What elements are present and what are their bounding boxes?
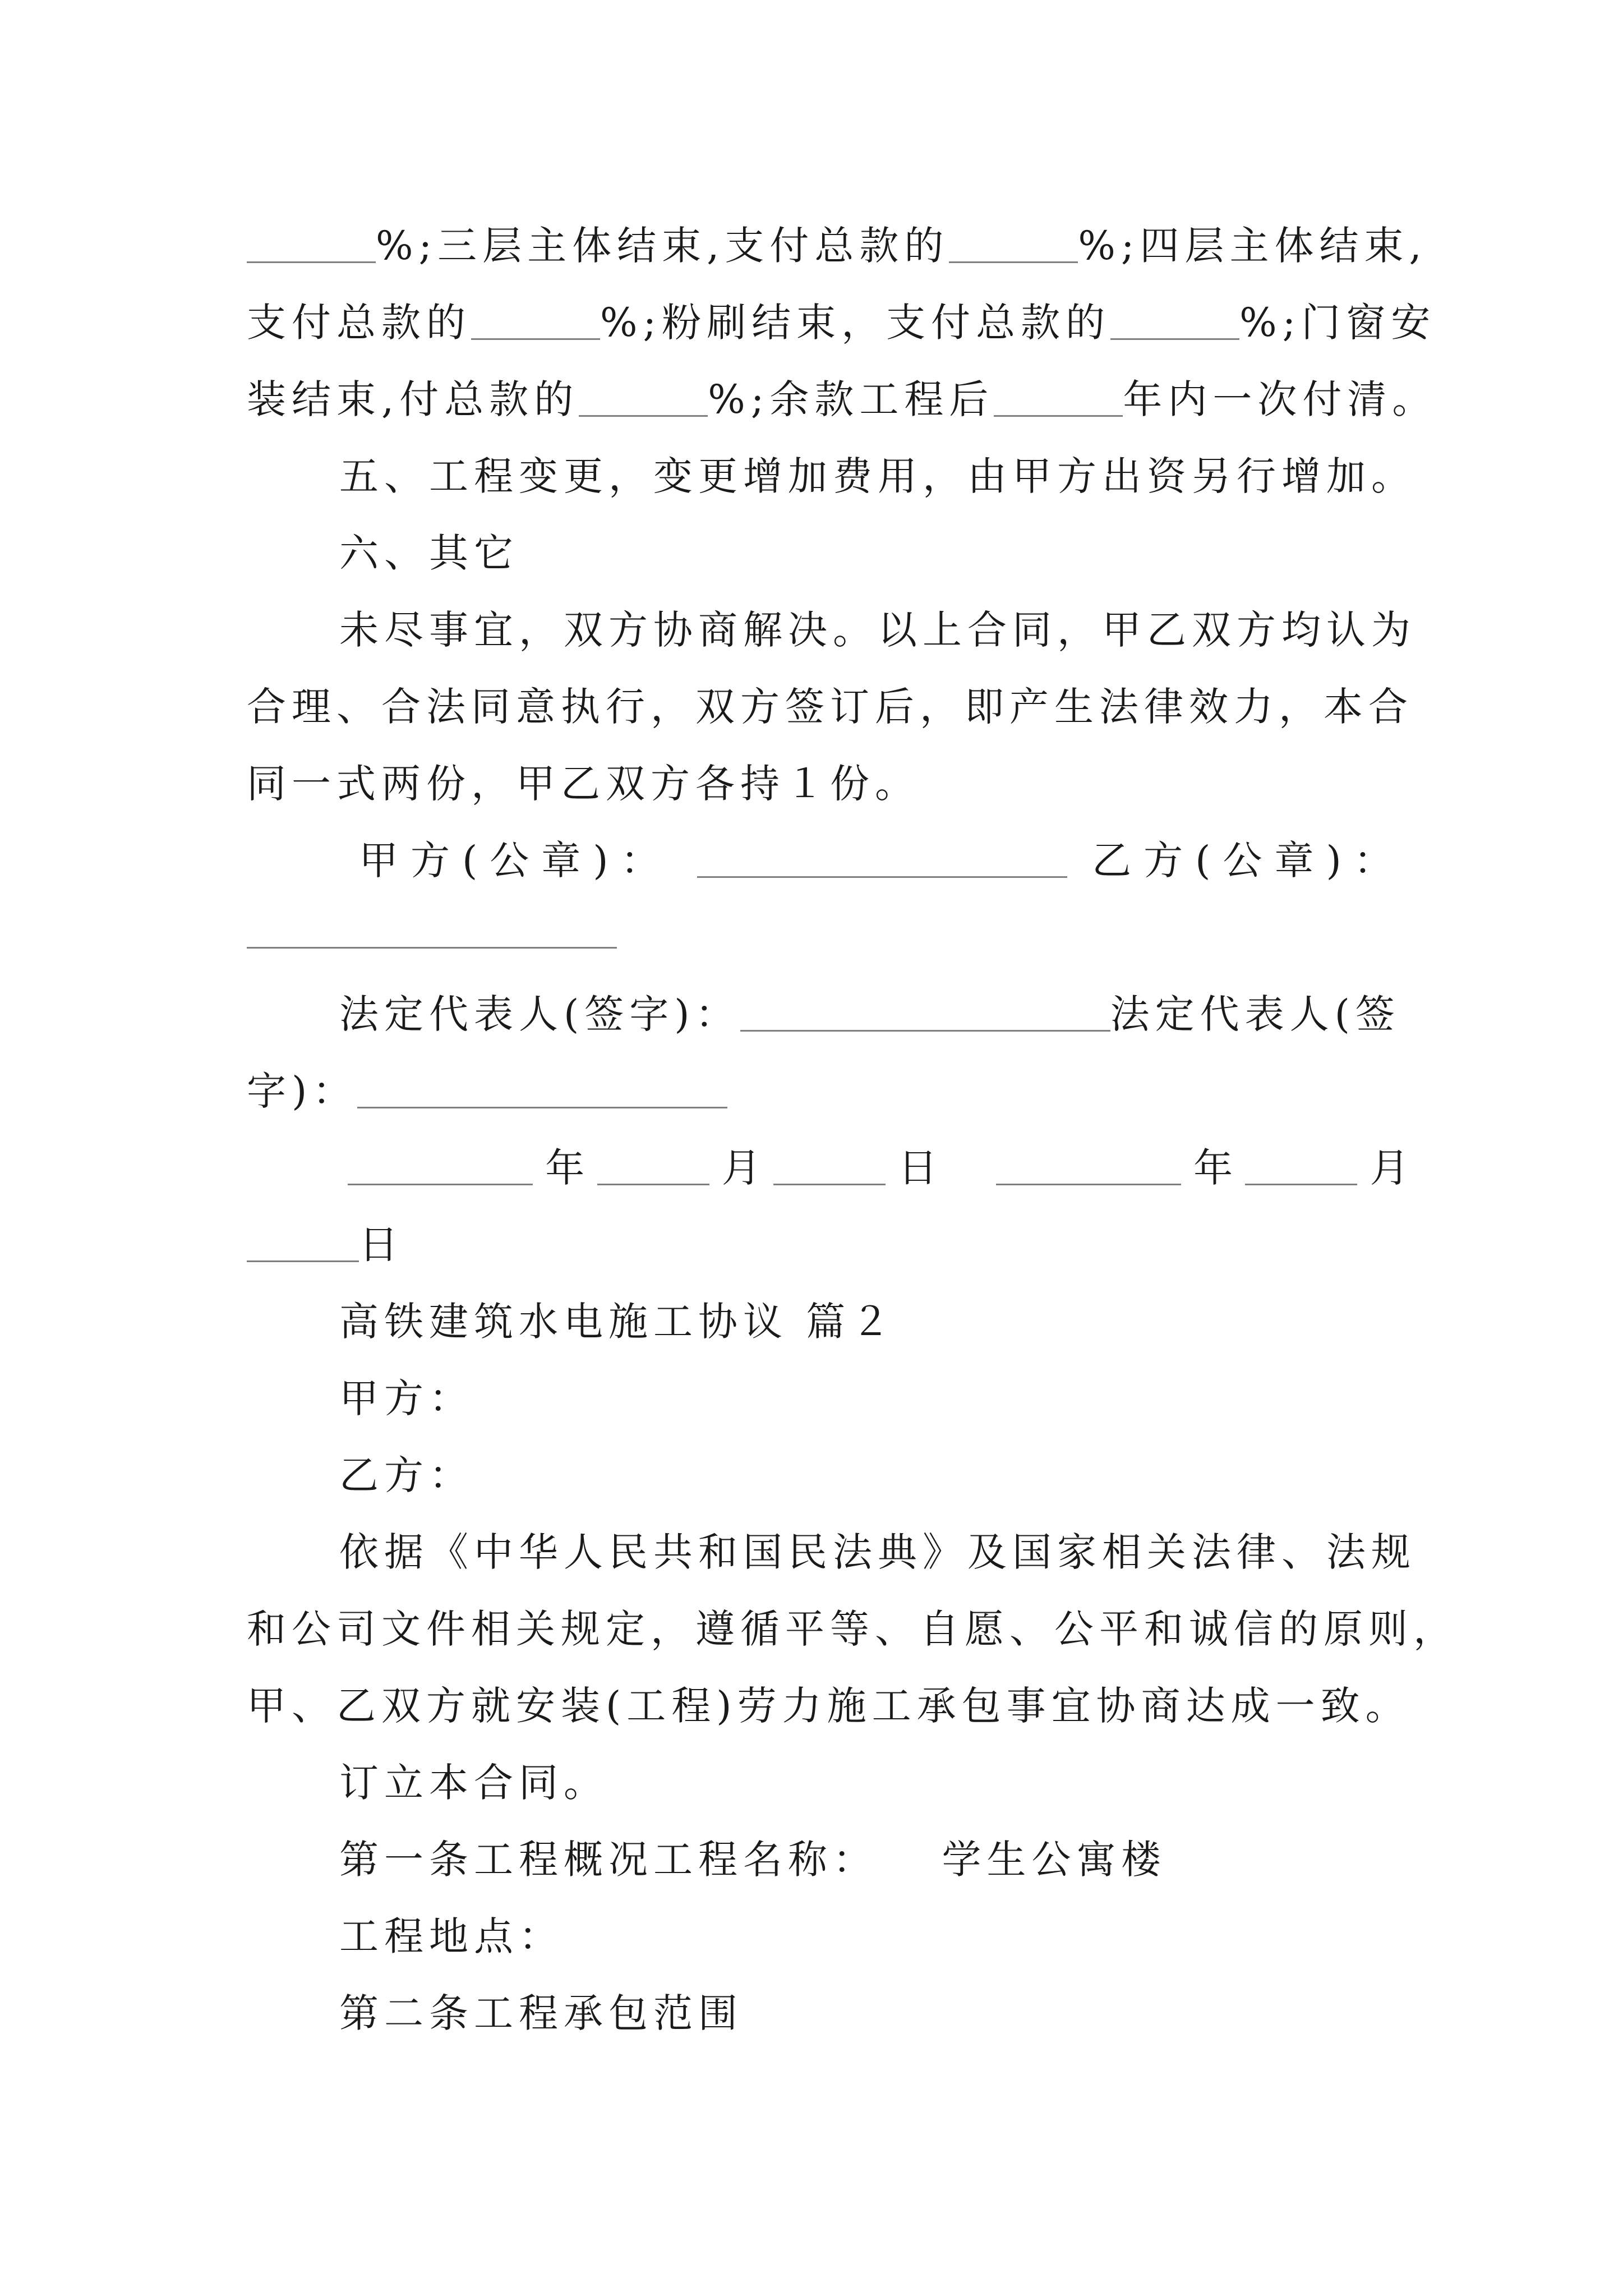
paragraph-line: 同一式两份，甲乙双方各持１份。 bbox=[247, 761, 920, 807]
blank-field bbox=[247, 224, 376, 264]
day-label: 日 bbox=[359, 1222, 398, 1268]
party-b-rep-label-cont: 字)： bbox=[247, 1068, 358, 1114]
blank-field bbox=[994, 378, 1123, 417]
blank-field bbox=[579, 378, 708, 417]
article-2-heading: 第二条工程承包范围 bbox=[339, 1990, 743, 2036]
party-a-seal-blank bbox=[697, 839, 1067, 878]
paragraph-line: 依据《中华人民共和国民法典》及国家相关法律、法规 bbox=[339, 1529, 1416, 1575]
paragraph-line: 合理、合法同意执行，双方签订后，即产生法律效力，本合 bbox=[247, 684, 1413, 730]
clause-6-heading: 六、其它 bbox=[339, 530, 519, 576]
section-title: 高铁建筑水电施工协议 篇２ bbox=[339, 1299, 896, 1345]
article-1-line bbox=[339, 1826, 1391, 1893]
blank-field bbox=[471, 301, 600, 341]
seal-line bbox=[359, 827, 1405, 894]
text-segment: %;门窗安 bbox=[1239, 300, 1436, 346]
year-blank bbox=[996, 1147, 1181, 1186]
paragraph-line: 未尽事宜，双方协商解决。以上合同，甲乙双方均认为 bbox=[339, 607, 1416, 653]
blank-field bbox=[949, 224, 1078, 264]
month-blank bbox=[1245, 1147, 1357, 1186]
party-a-rep-label: 法定代表人(签字)： bbox=[339, 991, 740, 1037]
clause-5: 五、工程变更，变更增加费用，由甲方出资另行增加。 bbox=[339, 453, 1416, 499]
party-a-label: 甲方： bbox=[339, 1375, 474, 1421]
conclusion-line: 订立本合同。 bbox=[339, 1760, 608, 1806]
day-label: 日 bbox=[898, 1145, 938, 1191]
day-blank bbox=[773, 1147, 886, 1186]
text-segment: 装结束,付总款的 bbox=[247, 376, 579, 422]
payment-line-2 bbox=[247, 289, 1436, 356]
date-line-cont bbox=[247, 1211, 1391, 1278]
party-b-seal-blank bbox=[247, 947, 617, 949]
text-segment: 支付总款的 bbox=[247, 300, 471, 346]
month-blank bbox=[597, 1147, 709, 1186]
location-label: 工程地点： bbox=[339, 1913, 564, 1959]
text-segment: %;粉刷结束，支付总款的 bbox=[600, 300, 1111, 346]
party-b-label: 乙方： bbox=[339, 1452, 474, 1498]
text-segment: %;余款工程后 bbox=[708, 376, 994, 422]
party-a-rep-blank bbox=[740, 993, 1110, 1032]
month-label: 月 bbox=[721, 1145, 761, 1191]
text-segment: %;四层主体结束, bbox=[1078, 223, 1427, 269]
article-1-label: 第一条工程概况工程名称： bbox=[339, 1837, 878, 1883]
party-b-rep-blank bbox=[357, 1070, 727, 1109]
project-name: 学生公寓楼 bbox=[942, 1837, 1166, 1883]
representative-line-cont bbox=[247, 1057, 1391, 1125]
party-a-seal-label: 甲方(公章)： bbox=[359, 838, 672, 884]
paragraph-line: 和公司文件相关规定，遵循平等、自愿、公平和诚信的原则， bbox=[247, 1606, 1458, 1652]
party-b-rep-label: 法定代表人(签 bbox=[1110, 991, 1400, 1037]
day-blank bbox=[247, 1223, 359, 1263]
year-label: 年 bbox=[1193, 1145, 1233, 1191]
date-line bbox=[348, 1134, 1409, 1202]
payment-line-1 bbox=[247, 212, 1427, 279]
party-b-seal-label: 乙方(公章)： bbox=[1092, 838, 1405, 884]
representative-line bbox=[339, 981, 1400, 1048]
text-segment: %;三层主体结束,支付总款的 bbox=[376, 223, 949, 269]
text-segment: 年内一次付清。 bbox=[1123, 376, 1437, 422]
blank-field bbox=[1110, 301, 1239, 341]
paragraph-line: 甲、乙双方就安装(工程)劳力施工承包事宜协商达成一致。 bbox=[247, 1683, 1410, 1729]
month-label: 月 bbox=[1370, 1145, 1409, 1191]
year-blank bbox=[348, 1147, 533, 1186]
year-label: 年 bbox=[545, 1145, 585, 1191]
payment-line-3 bbox=[247, 366, 1437, 433]
